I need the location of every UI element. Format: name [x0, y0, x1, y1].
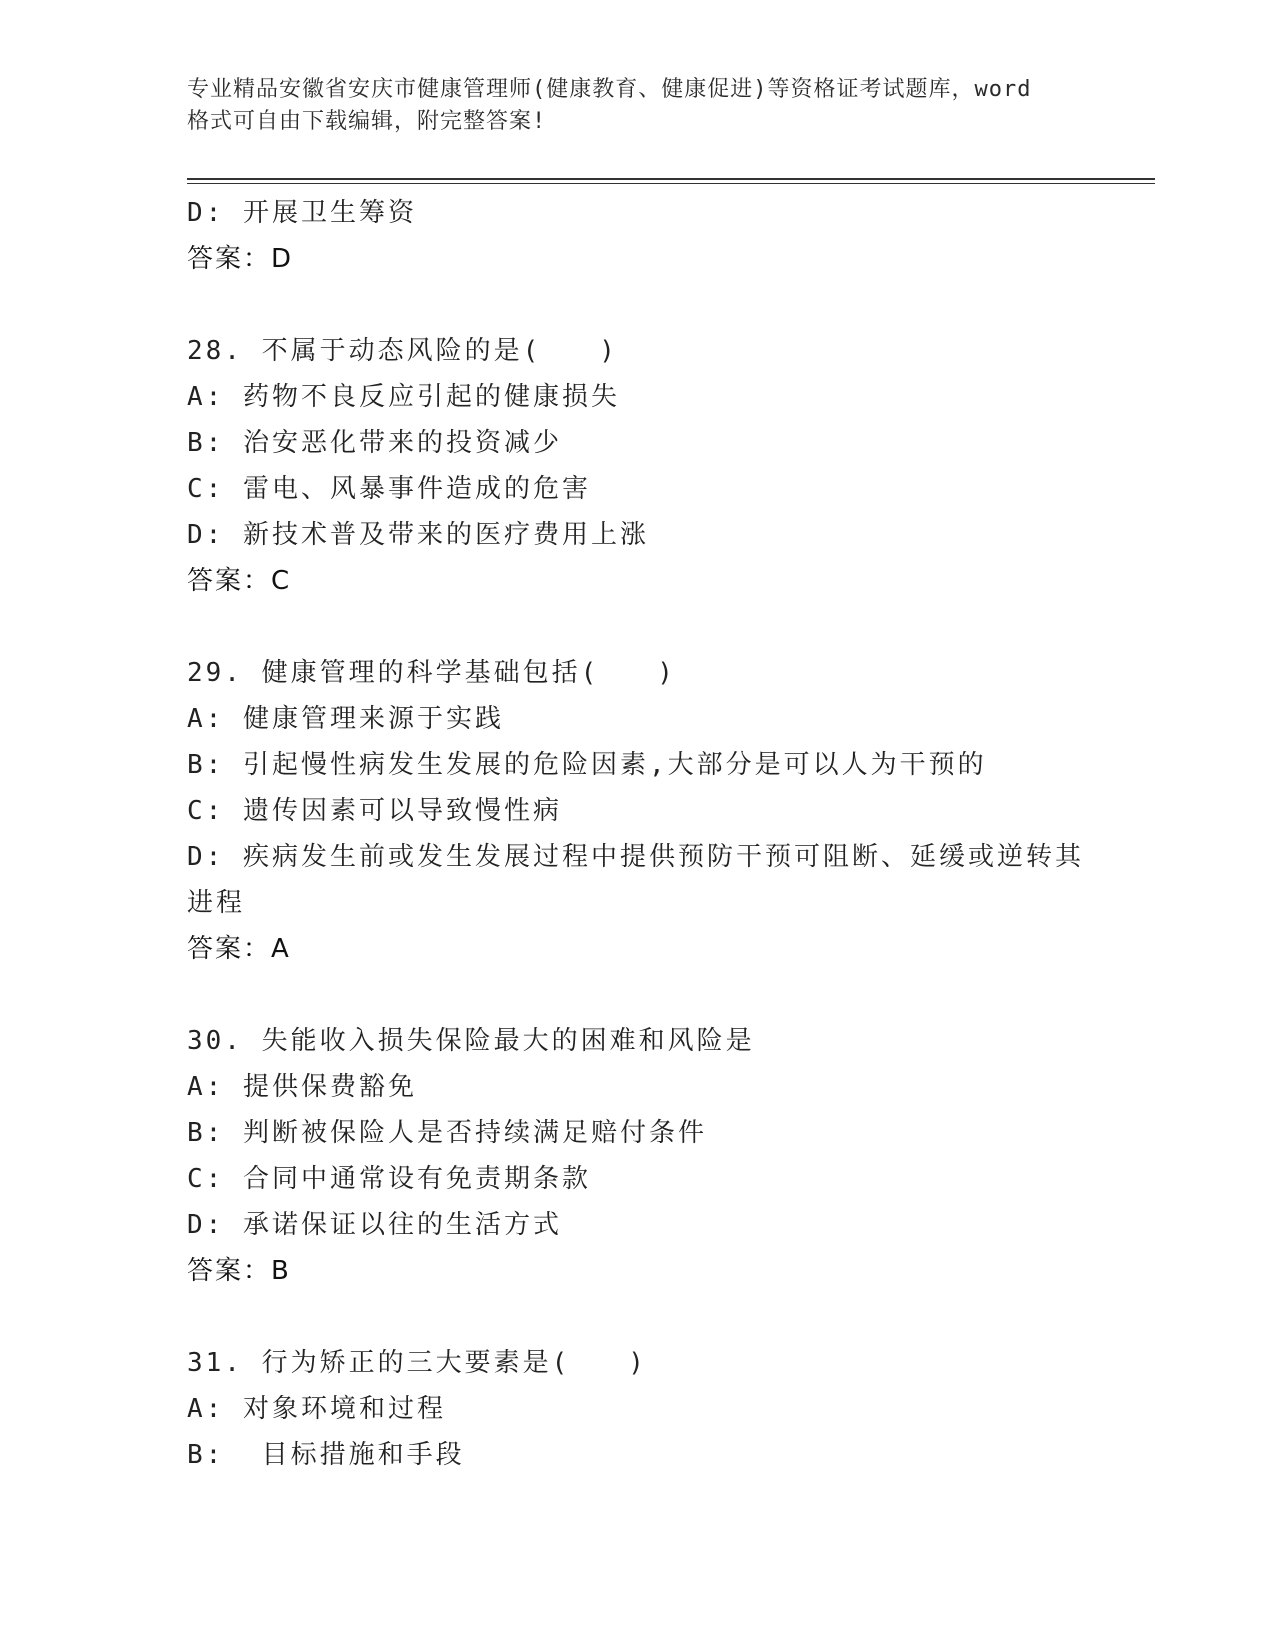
- answer: 答案：D: [187, 244, 294, 274]
- header-divider-thin: [187, 183, 1155, 184]
- option-b: B: 引起慢性病发生发展的危险因素,大部分是可以人为干预的: [187, 750, 987, 780]
- answer: 答案：A: [187, 934, 291, 964]
- option-c: C: 遗传因素可以导致慢性病: [187, 796, 562, 826]
- option-d: D: 开展卫生筹资: [187, 198, 417, 228]
- option-a: A: 健康管理来源于实践: [187, 704, 504, 734]
- question-stem: 30. 失能收入损失保险最大的困难和风险是: [187, 1026, 755, 1056]
- option-d: D: 疾病发生前或发生发展过程中提供预防干预可阻断、延缓或逆转其进程: [187, 842, 1084, 918]
- question-29: [187, 650, 1087, 972]
- question-30: [187, 1018, 1087, 1294]
- question-stem: 28. 不属于动态风险的是( ): [187, 336, 618, 366]
- option-c: C: 合同中通常设有免责期条款: [187, 1164, 591, 1194]
- question-31: [187, 1340, 1087, 1478]
- answer: 答案：C: [187, 566, 292, 596]
- question-list: [187, 190, 1087, 1478]
- question-28: [187, 328, 1087, 604]
- question-stem: 29. 健康管理的科学基础包括( ): [187, 658, 676, 688]
- option-d: D: 承诺保证以往的生活方式: [187, 1210, 562, 1240]
- header-divider-thick: [187, 178, 1155, 180]
- document-header: [187, 74, 1087, 138]
- option-b: B: 判断被保险人是否持续满足赔付条件: [187, 1118, 707, 1148]
- option-c: C: 雷电、风暴事件造成的危害: [187, 474, 591, 504]
- question-stem: 31. 行为矫正的三大要素是( ): [187, 1348, 647, 1378]
- option-a: A: 对象环境和过程: [187, 1394, 446, 1424]
- option-b: B: 目标措施和手段: [187, 1440, 465, 1470]
- option-d: D: 新技术普及带来的医疗费用上涨: [187, 520, 649, 550]
- answer: 答案：B: [187, 1256, 291, 1286]
- option-b: B: 治安恶化带来的投资减少: [187, 428, 562, 458]
- option-a: A: 提供保费豁免: [187, 1072, 417, 1102]
- option-a: A: 药物不良反应引起的健康损失: [187, 382, 620, 412]
- header-line-2: 格式可自由下载编辑，附完整答案!: [187, 109, 547, 134]
- question-27-tail: [187, 190, 1087, 282]
- header-line-1: 专业精品安徽省安庆市健康管理师(健康教育、健康促进)等资格证考试题库，word: [187, 77, 1032, 102]
